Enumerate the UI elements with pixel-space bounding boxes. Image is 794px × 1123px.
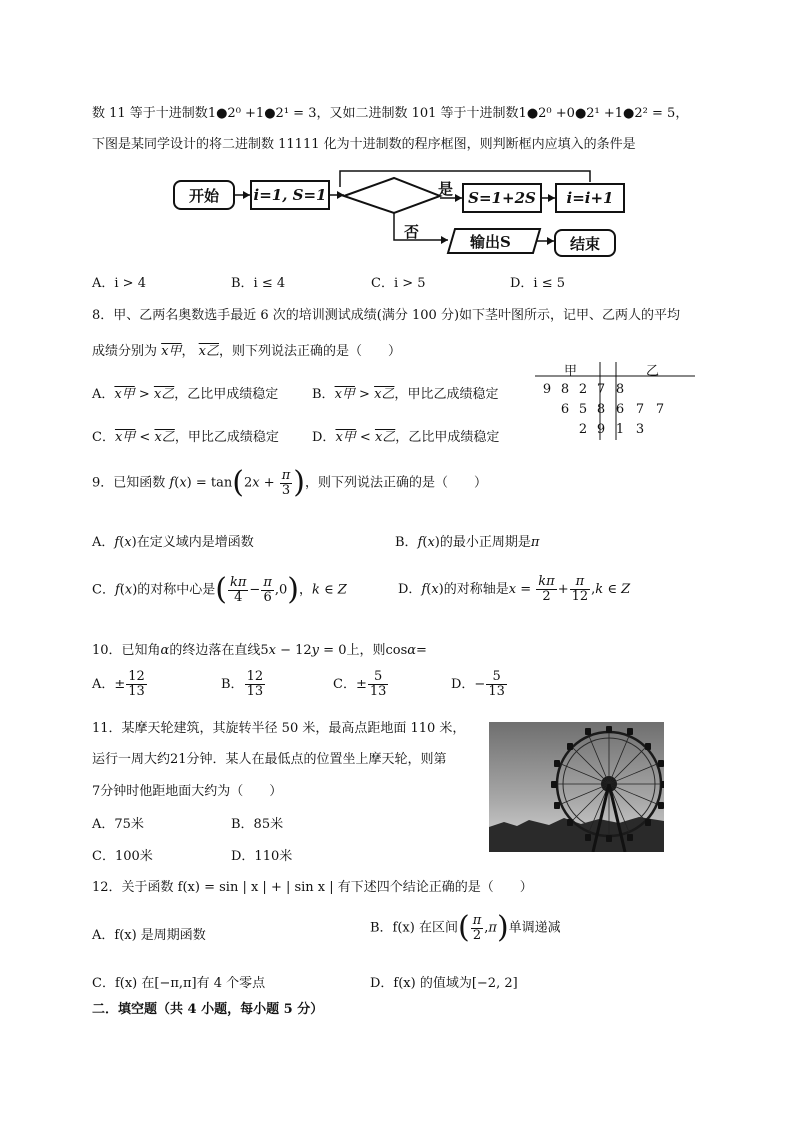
intro-text: 数 11 等于十进制数 xyxy=(92,106,208,121)
q9-option-a: A．f(x)在定义域内是增函数 xyxy=(92,535,254,550)
formula: 1●2⁰ +0●2¹ +1●2² = 5 xyxy=(518,106,676,121)
q12-option-a: A．f(x) 是周期函数 xyxy=(92,928,206,943)
q11-option-b: B．85米 xyxy=(231,817,284,832)
intro-line-1: 数 11 等于十进制数1●2⁰ +1●2¹ = 3，又如二进制数 101 等于十进制数1●2⁰ +0●2¹ +1●2² = 5， xyxy=(92,106,689,121)
q8-option-a: A．x甲 > x乙，乙比甲成绩稳定 xyxy=(92,387,279,402)
q10-option-b: B． $\frac{12}{13}$ xyxy=(221,669,264,699)
no-label: 否 xyxy=(404,223,420,241)
q11-option-a: A．75米 xyxy=(92,817,144,832)
start-box: 开始 xyxy=(173,180,235,210)
intro-text: ，又如二进制数 101 等于十进制数 xyxy=(316,106,519,121)
q12-option-c: C．f(x) 在[−π,π]有 4 个零点 xyxy=(92,976,266,991)
q11-line-1: 11．某摩天轮建筑，其旋转半径 50 米，最高点距地面 110 米， xyxy=(92,721,466,736)
q12-option-d: D．f(x) 的值域为[−2, 2] xyxy=(370,976,518,991)
ferris-wheel-photo xyxy=(489,722,664,852)
yes-label: 是 xyxy=(438,180,454,198)
q10-option-d: D．− $\frac{5}{13}$ xyxy=(451,669,505,699)
output-text: 输出S xyxy=(470,233,511,251)
q11-option-d: D．110米 xyxy=(231,849,293,864)
stem-leaf-row: 6 5 8 6 7 7 xyxy=(560,402,665,417)
q10-option-c: C．± $\frac{5}{13}$ xyxy=(333,669,387,699)
q9-option-b: B．f(x)的最小正周期是π xyxy=(395,535,540,550)
section-heading: 二．填空题（共 4 小题，每小题 5 分） xyxy=(92,1002,324,1017)
q8-stem-line-2: 成绩分别为 x甲， x乙，则下列说法正确的是（ ） xyxy=(92,344,402,359)
formula: 1●2⁰ +1●2¹ = 3 xyxy=(207,106,317,121)
mean-yi: x乙 xyxy=(198,344,219,359)
q8-option-b: B．x甲 > x乙，甲比乙成绩稳定 xyxy=(312,387,499,402)
q12-option-b: B．f(x) 在区间( $\frac{\pi}{2}$ ,π)单调递减 xyxy=(370,910,561,945)
q7-option-c: C．i > 5 xyxy=(371,276,426,291)
update-s-box: S=1+2S xyxy=(462,183,542,213)
q11-line-2: 运行一周大约21分钟．某人在最低点的位置坐上摩天轮，则第 xyxy=(92,752,447,767)
init-box: i=1, S=1 xyxy=(250,180,330,210)
update-i-box: i=i+1 xyxy=(555,183,625,213)
q7-option-d: D．i ≤ 5 xyxy=(510,276,566,291)
intro-line-2: 下图是某同学设计的将二进制数 11111 化为十进制数的程序框图，则判断框内应填入的条件是 xyxy=(92,137,636,152)
q11-option-c: C．100米 xyxy=(92,849,153,864)
q11-line-3: 7分钟时他距地面大约为（ ） xyxy=(92,784,283,799)
q8-option-c: C．x甲 < x乙，甲比乙成绩稳定 xyxy=(92,430,279,445)
q10-stem: 10．已知角α的终边落在直线5x − 12y = 0上，则cosα= xyxy=(92,643,427,658)
q9-stem: 9．已知函数 f(x) = tan(2x + $\frac{\pi}{3}$ )，则下列说法正确的是（ ） xyxy=(92,465,488,500)
q7-option-a: A．i > 4 xyxy=(92,276,146,291)
q9-option-d: D．f(x)的对称轴是x = $\frac{k\pi}{2}$ + $\frac{\pi}{12}$ ,k ∈ Z xyxy=(398,574,631,604)
q9-option-c: C．f(x)的对称中心是( $\frac{k\pi}{4}$ − $\frac{\pi}{6}$ ,0)，k ∈ Z xyxy=(92,572,347,607)
stem-leaf-row: 2 9 1 3 xyxy=(578,422,645,437)
mean-jia: x甲 xyxy=(161,344,182,359)
q8-stem-line-1: 8．甲、乙两名奥数选手最近 6 次的培训测试成绩(满分 100 分)如下茎叶图所示，记甲、乙两人的平均 xyxy=(92,308,681,323)
q12-stem: 12．关于函数 f(x) = sin | x | + | sin x | 有下述四个结论正确的是（ ） xyxy=(92,880,533,895)
flowchart-connectors xyxy=(0,0,794,270)
q10-option-a: A．± $\frac{12}{13}$ xyxy=(92,669,145,699)
q7-option-b: B．i ≤ 4 xyxy=(231,276,286,291)
q8-option-d: D．x甲 < x乙，乙比甲成绩稳定 xyxy=(312,430,500,445)
stem-leaf-header-jia: 甲 xyxy=(564,364,578,379)
stem-leaf-row: 9 8 2 7 8 xyxy=(542,382,625,397)
end-box: 结束 xyxy=(554,229,616,257)
stem-leaf-header-yi: 乙 xyxy=(646,364,660,379)
